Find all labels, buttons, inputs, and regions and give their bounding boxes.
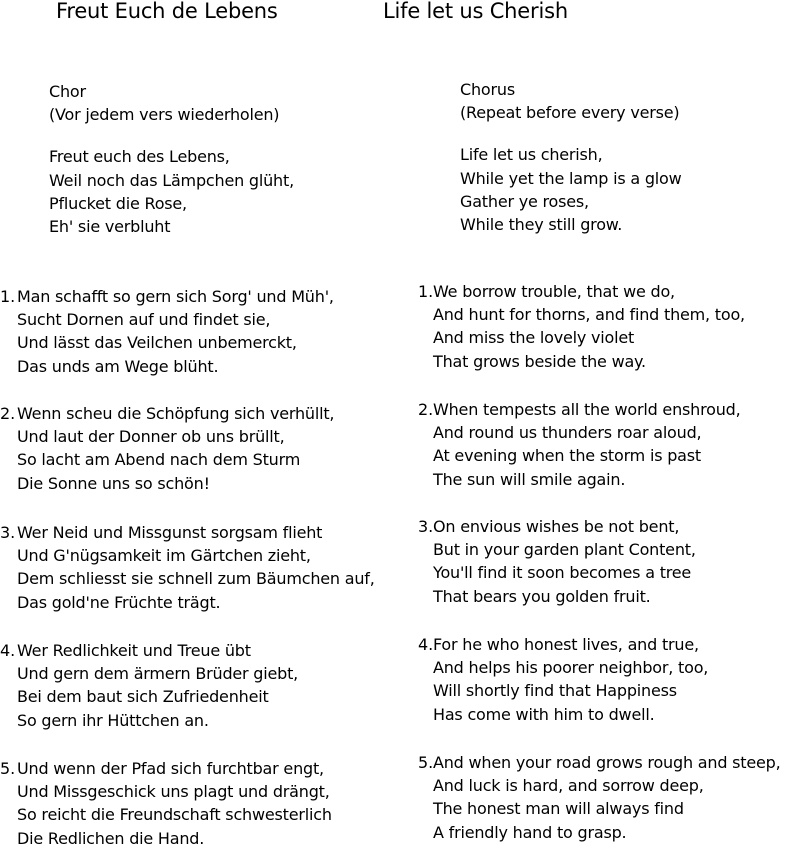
chorus-note: (Repeat before every verse) (460, 103, 680, 123)
verse-line: But in your garden plant Content, (433, 540, 696, 560)
verse-line: Bei dem baut sich Zufriedenheit (17, 687, 269, 707)
chorus-heading: Chorus (460, 80, 515, 99)
chorus-line: Pflucket die Rose, (49, 193, 187, 213)
english-chorus (460, 78, 794, 236)
verse-line: For he who honest lives, and true, (433, 635, 699, 654)
verse-number: 1. (418, 282, 434, 301)
verse-line: Sucht Dornen auf und findet sie, (17, 310, 271, 330)
chorus-line: Eh' sie verbluht (49, 216, 171, 236)
verse-line: Das gold'ne Früchte trägt. (17, 592, 221, 612)
verse-line: On envious wishes be not bent, (433, 517, 680, 536)
german-title: Freut Euch de Lebens (56, 0, 278, 23)
verse-line: And when your road grows rough and steep, (433, 753, 781, 772)
verse-line: Das unds am Wege blüht. (17, 356, 219, 376)
verse-number: 3. (418, 517, 434, 536)
verse-line: Will shortly find that Happiness (433, 681, 677, 701)
verse-number: 5. (418, 753, 434, 772)
chorus-line: While yet the lamp is a glow (460, 168, 682, 188)
verse-line: And helps his poorer neighbor, too, (433, 658, 709, 678)
verse-line: Und wenn der Pfad sich furchtbar engt, (17, 759, 324, 778)
verse-line: Man schafft so gern sich Sorg' und Müh', (17, 287, 334, 306)
verse-line: When tempests all the world enshroud, (433, 400, 741, 419)
verse-line: So lacht am Abend nach dem Sturm (17, 450, 301, 470)
verse-line: At evening when the storm is past (433, 446, 701, 466)
verse-line: That bears you golden fruit. (433, 586, 651, 606)
chorus-line: While they still grow. (460, 214, 623, 234)
verse-number: 5. (0, 759, 16, 778)
verse-line: Wer Neid und Missgunst sorgsam flieht (17, 523, 323, 542)
verse-number: 4. (0, 641, 16, 660)
verse-line: And miss the lovely violet (433, 328, 635, 348)
chorus-heading: Chor (49, 82, 86, 101)
verse-line: Und lässt das Veilchen unbemerckt, (17, 333, 297, 353)
verse-line: And luck is hard, and sorrow deep, (433, 776, 704, 796)
verse-number: 4. (418, 635, 434, 654)
verse-line: You'll find it soon becomes a tree (433, 563, 692, 583)
verse-line: Und gern dem ärmern Brüder giebt, (17, 664, 299, 684)
verse-line: Die Sonne uns so schön! (17, 473, 210, 493)
verse-line: Und G'nügsamkeit im Gärtchen zieht, (17, 546, 311, 566)
verse-number: 2. (0, 404, 16, 423)
verse-line: A friendly hand to grasp. (433, 822, 627, 842)
verse-number: 1. (0, 287, 16, 306)
verse-line: So gern ihr Hüttchen an. (17, 710, 209, 730)
chorus-line: Gather ye roses, (460, 191, 589, 211)
verse-line: Und laut der Donner ob uns brüllt, (17, 427, 285, 447)
english-title: Life let us Cherish (383, 0, 568, 23)
verse-line: That grows beside the way. (433, 351, 646, 371)
verse-line: Dem schliesst sie schnell zum Bäumchen auf, (17, 569, 375, 589)
german-column (0, 80, 390, 848)
verse-line: Wenn scheu die Schöpfung sich verhüllt, (17, 404, 335, 423)
german-chorus (49, 80, 390, 238)
verse-line: And hunt for thorns, and find them, too, (433, 305, 745, 325)
verse-line: Wer Redlichkeit und Treue übt (17, 641, 251, 660)
chorus-note: (Vor jedem vers wiederholen) (49, 105, 280, 125)
verse-line: The honest man will always find (433, 799, 684, 819)
verse-line: Und Missgeschick uns plagt und drängt, (17, 782, 330, 802)
verse-line: Has come with him to dwell. (433, 704, 655, 724)
verse-line: So reicht die Freundschaft schwesterlich (17, 805, 332, 825)
verse-line: We borrow trouble, that we do, (433, 282, 675, 301)
verse-number: 2. (418, 400, 434, 419)
verse-line: Die Redlichen die Hand. (17, 828, 205, 848)
chorus-line: Freut euch des Lebens, (49, 147, 230, 167)
verse-line: And round us thunders roar aloud, (433, 423, 702, 443)
chorus-line: Life let us cherish, (460, 145, 603, 165)
verse-number: 3. (0, 523, 16, 542)
chorus-line: Weil noch das Lämpchen glüht, (49, 170, 294, 190)
english-column (418, 78, 794, 842)
verse-line: The sun will smile again. (433, 469, 626, 489)
